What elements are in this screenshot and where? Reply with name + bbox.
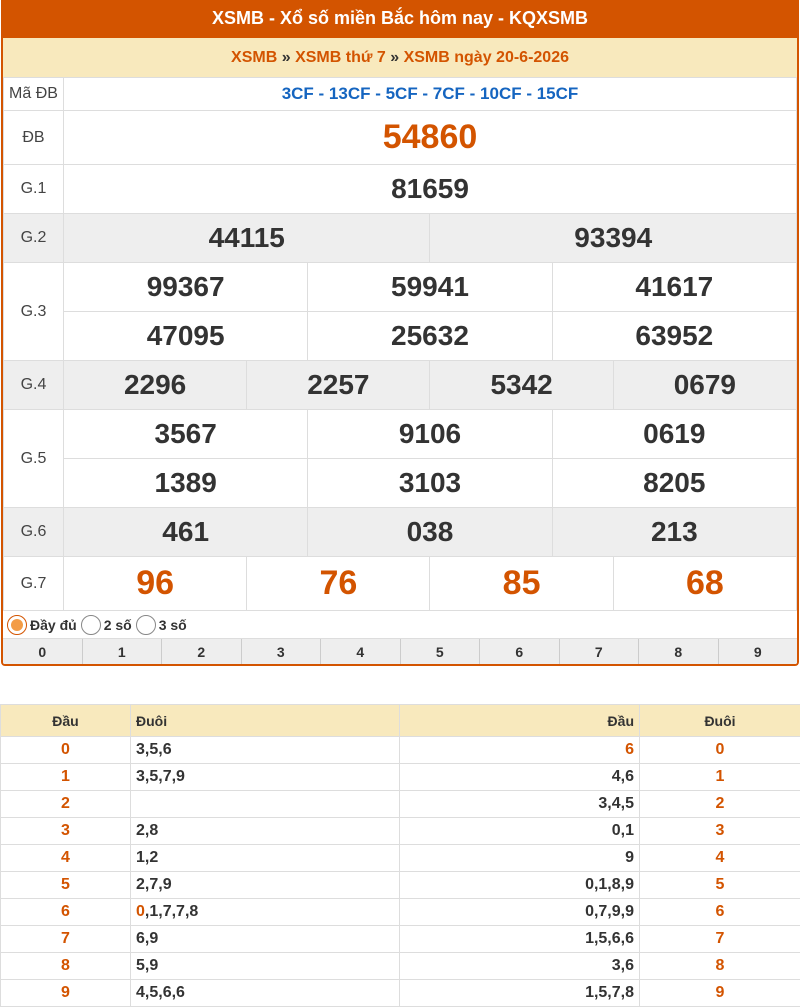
- loto-tail-highlight: 0: [136, 903, 145, 920]
- g5-number: 1389: [64, 459, 308, 508]
- loto-heads: [400, 737, 640, 764]
- g1-number: 81659: [64, 165, 797, 214]
- loto-head-highlight: 6: [625, 741, 634, 758]
- loto-tail-digit: 6: [640, 899, 800, 926]
- loto-tail-values: 3,5,7,9: [136, 768, 185, 785]
- g2-label: G.2: [4, 214, 64, 263]
- breadcrumb-link-xsmb[interactable]: XSMB: [231, 49, 277, 66]
- loto-head-digit: 8: [1, 953, 131, 980]
- loto-head-digit: 0: [1, 737, 131, 764]
- g4-label: G.4: [4, 361, 64, 410]
- loto-head-digit: 9: [1, 980, 131, 1007]
- g4-number: 5342: [430, 361, 613, 410]
- option-two-digits[interactable]: [81, 615, 132, 635]
- loto-row: [1, 926, 800, 953]
- loto-head-digit: 5: [1, 872, 131, 899]
- loto-tail-values: 4,5,6,6: [136, 984, 185, 1001]
- digit-filter-5[interactable]: 5: [401, 639, 481, 666]
- g7-number: 85: [430, 557, 613, 611]
- digit-filter-3[interactable]: 3: [242, 639, 322, 666]
- loto-head-values: 9: [625, 849, 634, 866]
- loto-head-digit: 7: [1, 926, 131, 953]
- g4-number: 0679: [613, 361, 796, 410]
- loto-head-values: 1,5,7,8: [585, 984, 634, 1001]
- loto-tail-digit: 2: [640, 791, 800, 818]
- g5-number: 9106: [308, 410, 552, 459]
- breadcrumb-separator: »: [390, 49, 399, 66]
- result-box: [1, 0, 799, 666]
- g3-number: 25632: [308, 312, 552, 361]
- loto-tail-digit: 5: [640, 872, 800, 899]
- loto-tails: [131, 953, 400, 980]
- g5-number: 3567: [64, 410, 308, 459]
- loto-head-values: 0,7,9,9: [585, 903, 634, 920]
- g5-label: G.5: [4, 410, 64, 508]
- loto-heads: [400, 791, 640, 818]
- madb-label: Mã ĐB: [4, 78, 64, 111]
- loto-tail-digit: 0: [640, 737, 800, 764]
- g6-label: G.6: [4, 508, 64, 557]
- g3-number: 99367: [64, 263, 308, 312]
- loto-heads: [400, 980, 640, 1007]
- g6-number: 038: [308, 508, 552, 557]
- loto-heads: [400, 926, 640, 953]
- loto-tail-digit: 7: [640, 926, 800, 953]
- option-full[interactable]: [7, 615, 77, 635]
- loto-tails: [131, 764, 400, 791]
- loto-row: [1, 737, 800, 764]
- loto-head-values: 0,1: [612, 822, 634, 839]
- g5-number: 3103: [308, 459, 552, 508]
- loto-head-digit: 6: [1, 899, 131, 926]
- loto-head-digit: 3: [1, 818, 131, 845]
- loto-head-digit: 1: [1, 764, 131, 791]
- breadcrumb-separator: »: [282, 49, 291, 66]
- breadcrumb-link-weekday[interactable]: XSMB thứ 7: [295, 49, 386, 66]
- radio-selected-icon[interactable]: [7, 615, 27, 635]
- display-options: [3, 611, 797, 639]
- loto-head-values: 0,1,8,9: [585, 876, 634, 893]
- loto-tail-values: 1,2: [136, 849, 158, 866]
- loto-heads: [400, 953, 640, 980]
- g6-number: 213: [552, 508, 796, 557]
- loto-header-duoi-right: Đuôi: [640, 705, 800, 737]
- digit-filter-bar: [3, 639, 797, 666]
- results-table: [3, 77, 797, 611]
- loto-tails: [131, 818, 400, 845]
- loto-heads: [400, 764, 640, 791]
- loto-tail-digit: 9: [640, 980, 800, 1007]
- loto-heads: [400, 872, 640, 899]
- loto-row: [1, 899, 800, 926]
- loto-heads: [400, 845, 640, 872]
- loto-body: [1, 737, 800, 1007]
- g6-number: 461: [64, 508, 308, 557]
- g7-number: 76: [247, 557, 430, 611]
- option-two-label: 2 số: [104, 617, 132, 633]
- loto-row: [1, 818, 800, 845]
- loto-tails: [131, 899, 400, 926]
- g3-number: 63952: [552, 312, 796, 361]
- digit-filter-2[interactable]: 2: [162, 639, 242, 666]
- radio-icon[interactable]: [136, 615, 156, 635]
- g7-label: G.7: [4, 557, 64, 611]
- loto-head-digit: 2: [1, 791, 131, 818]
- g5-number: 0619: [552, 410, 796, 459]
- db-label: ĐB: [4, 111, 64, 165]
- loto-row: [1, 791, 800, 818]
- g7-number: 96: [64, 557, 247, 611]
- loto-tail-values: 2,8: [136, 822, 158, 839]
- loto-header-dau: Đầu: [1, 705, 131, 737]
- g5-number: 8205: [552, 459, 796, 508]
- option-three-digits[interactable]: [136, 615, 187, 635]
- loto-row: [1, 845, 800, 872]
- loto-row: [1, 764, 800, 791]
- g2-number: 44115: [64, 214, 430, 263]
- special-prize: 54860: [64, 111, 797, 165]
- digit-filter-6[interactable]: 6: [480, 639, 560, 666]
- g3-label: G.3: [4, 263, 64, 361]
- g1-label: G.1: [4, 165, 64, 214]
- page-title: XSMB - Xổ số miền Bắc hôm nay - KQXSMB: [1, 0, 799, 38]
- loto-tail-values: 5,9: [136, 957, 158, 974]
- loto-tail-digit: 1: [640, 764, 800, 791]
- loto-header-dau-right: Đầu: [400, 705, 640, 737]
- loto-table: [0, 704, 800, 1007]
- loto-tails: [131, 791, 400, 818]
- loto-row: [1, 872, 800, 899]
- option-full-label: Đầy đủ: [30, 617, 77, 633]
- loto-head-values: 3,6: [612, 957, 634, 974]
- loto-tail-values: 2,7,9: [136, 876, 172, 893]
- radio-icon[interactable]: [81, 615, 101, 635]
- loto-tails: [131, 980, 400, 1007]
- loto-head-digit: 4: [1, 845, 131, 872]
- loto-head-values: 4,6: [612, 768, 634, 785]
- loto-row: [1, 980, 800, 1007]
- loto-tail-values: ,1,7,7,8: [145, 903, 198, 920]
- g4-number: 2296: [64, 361, 247, 410]
- loto-tails: [131, 845, 400, 872]
- digit-filter-9[interactable]: 9: [719, 639, 798, 666]
- g3-number: 47095: [64, 312, 308, 361]
- loto-tail-values: 6,9: [136, 930, 158, 947]
- digit-filter-1[interactable]: 1: [83, 639, 163, 666]
- loto-tails: [131, 926, 400, 953]
- digit-filter-4[interactable]: 4: [321, 639, 401, 666]
- g3-number: 59941: [308, 263, 552, 312]
- g7-number: 68: [613, 557, 796, 611]
- loto-heads: [400, 899, 640, 926]
- loto-tail-digit: 8: [640, 953, 800, 980]
- breadcrumb-link-date[interactable]: XSMB ngày 20-6-2026: [404, 49, 569, 66]
- g4-number: 2257: [247, 361, 430, 410]
- digit-filter-0[interactable]: 0: [3, 639, 83, 666]
- loto-tails: [131, 872, 400, 899]
- loto-tail-values: 3,5,6: [136, 741, 172, 758]
- g3-number: 41617: [552, 263, 796, 312]
- g2-number: 93394: [430, 214, 797, 263]
- digit-filter-7[interactable]: 7: [560, 639, 640, 666]
- loto-head-values: 3,4,5: [598, 795, 634, 812]
- loto-tail-digit: 4: [640, 845, 800, 872]
- loto-header-duoi: Đuôi: [131, 705, 400, 737]
- loto-tails: [131, 737, 400, 764]
- loto-heads: [400, 818, 640, 845]
- loto-row: [1, 953, 800, 980]
- option-three-label: 3 số: [159, 617, 187, 633]
- special-code: 3CF - 13CF - 5CF - 7CF - 10CF - 15CF: [64, 78, 797, 111]
- loto-tail-digit: 3: [640, 818, 800, 845]
- digit-filter-8[interactable]: 8: [639, 639, 719, 666]
- loto-head-values: 1,5,6,6: [585, 930, 634, 947]
- breadcrumb: [3, 38, 797, 77]
